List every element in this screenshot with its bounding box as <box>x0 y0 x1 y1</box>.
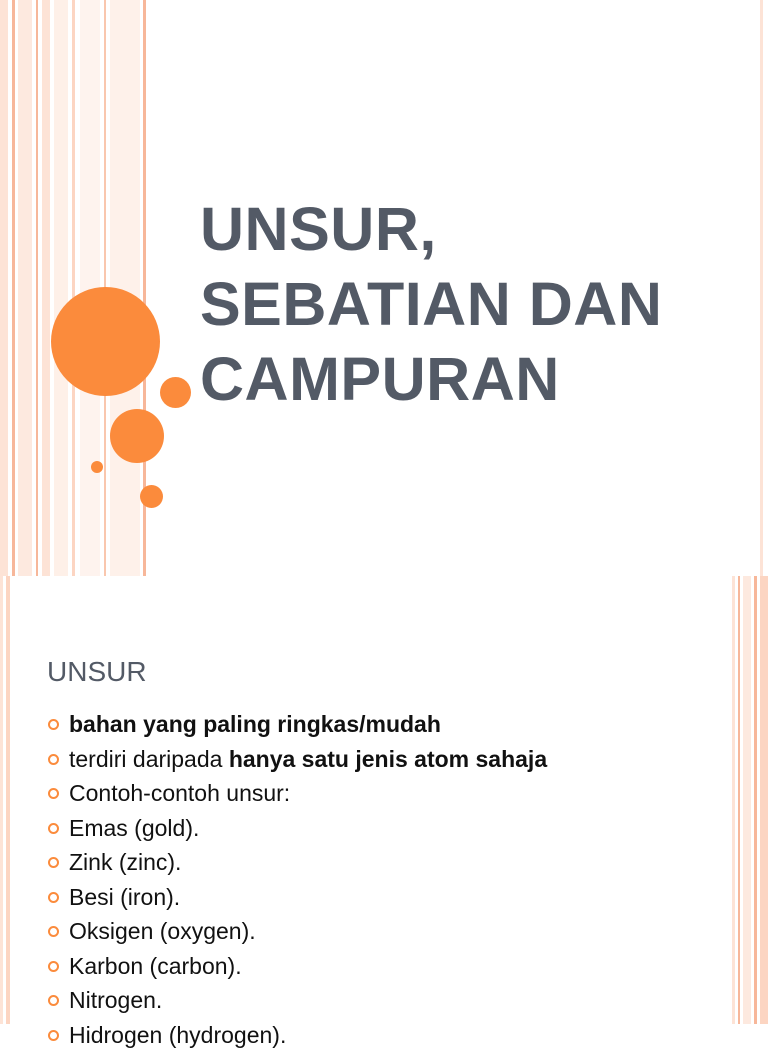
hollow-circle-bullet-icon <box>48 961 59 972</box>
hollow-circle-bullet-icon <box>48 788 59 799</box>
bullet-text: Karbon (carbon). <box>69 953 242 979</box>
hollow-circle-bullet-icon <box>48 754 59 765</box>
bullet-text: Contoh-contoh unsur: <box>69 780 290 806</box>
hollow-circle-bullet-icon <box>48 719 59 730</box>
stripe-decoration <box>18 0 32 576</box>
bullet-item <box>48 1018 547 1052</box>
title-line: SEBATIAN DAN <box>200 267 662 342</box>
stripe-decoration <box>72 0 75 576</box>
small-orange-circle <box>160 377 191 408</box>
stripe-decoration <box>42 0 50 576</box>
medium-orange-circle <box>110 409 164 463</box>
bullet-item <box>48 742 547 777</box>
stripe-decoration <box>36 0 38 576</box>
bullet-text-bold: hanya satu jenis atom sahaja <box>229 746 547 772</box>
slide-heading: UNSUR <box>47 656 147 688</box>
hollow-circle-bullet-icon <box>48 892 59 903</box>
tiny-orange-circle <box>91 461 103 473</box>
stripe-decoration <box>743 576 751 1024</box>
hollow-circle-bullet-icon <box>48 1030 59 1041</box>
bullet-text-bold: bahan yang paling ringkas/mudah <box>69 711 441 737</box>
content-slide <box>0 576 768 1024</box>
hollow-circle-bullet-icon <box>48 823 59 834</box>
small-orange-circle <box>140 485 163 508</box>
bullet-text: Oksigen (oxygen). <box>69 918 256 944</box>
stripe-decoration <box>0 576 3 1024</box>
bullet-list <box>48 707 547 1052</box>
stripe-decoration <box>12 0 15 576</box>
bullet-text: Besi (iron). <box>69 884 180 910</box>
bullet-item <box>48 880 547 915</box>
stripe-decoration <box>738 576 740 1024</box>
bullet-text: Nitrogen. <box>69 987 162 1013</box>
bullet-item <box>48 845 547 880</box>
bullet-text: terdiri daripada <box>69 746 229 772</box>
stripe-decoration <box>6 576 10 1024</box>
stripe-decoration <box>732 576 735 1024</box>
bullet-item <box>48 949 547 984</box>
hollow-circle-bullet-icon <box>48 857 59 868</box>
stripe-decoration <box>0 0 8 576</box>
bullet-item <box>48 914 547 949</box>
bullet-text: Zink (zinc). <box>69 849 181 875</box>
bullet-item <box>48 707 547 742</box>
hollow-circle-bullet-icon <box>48 926 59 937</box>
hollow-circle-bullet-icon <box>48 995 59 1006</box>
stripe-decoration <box>54 0 68 576</box>
bullet-item <box>48 983 547 1018</box>
stripe-decoration <box>760 576 768 1024</box>
bullet-text: Hidrogen (hydrogen). <box>69 1022 286 1048</box>
large-orange-circle <box>51 287 160 396</box>
stripe-decoration <box>760 0 763 576</box>
bullet-item <box>48 776 547 811</box>
title-line: UNSUR, <box>200 192 662 267</box>
bullet-text: Emas (gold). <box>69 815 199 841</box>
bullet-item <box>48 811 547 846</box>
title-line: CAMPURAN <box>200 342 662 417</box>
slide-title <box>200 192 662 417</box>
stripe-decoration <box>754 576 757 1024</box>
